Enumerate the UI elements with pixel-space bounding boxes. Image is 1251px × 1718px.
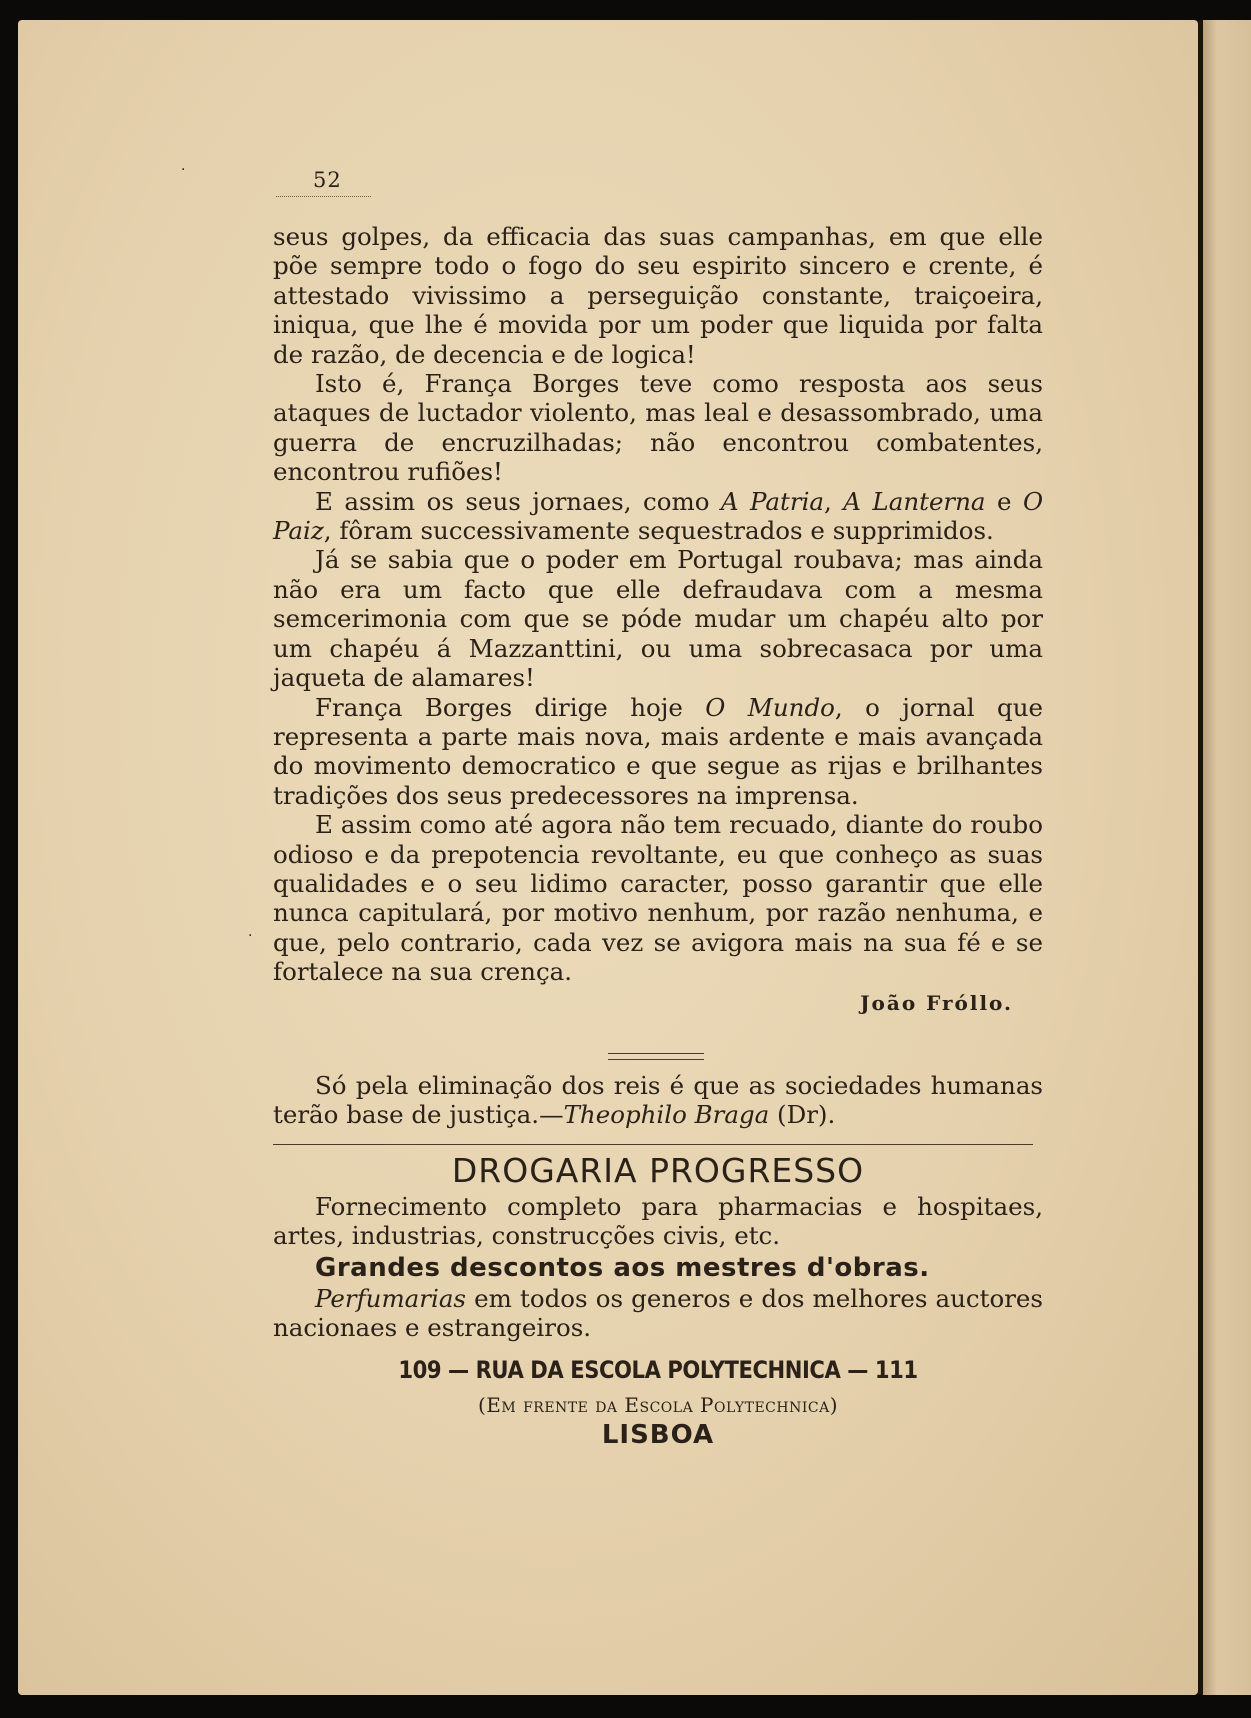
italic-title: O Paiz — [273, 486, 1044, 546]
paragraph-text: e — [985, 486, 1023, 516]
paragraph-text: E assim os seus jornaes, como — [315, 486, 721, 516]
paragraph — [273, 222, 1043, 369]
italic-title: O Mundo — [705, 692, 835, 722]
quote-text: Só pela eliminação dos reis é que as sociedades humanas terão base de justiça.— — [273, 1071, 1043, 1130]
advert-title: DROGARIA PROGRESSO — [451, 1151, 865, 1190]
page-number: 52 — [313, 168, 342, 192]
paragraph — [273, 369, 1043, 487]
paragraph — [273, 487, 1043, 546]
paragraph — [273, 693, 1043, 811]
paragraph-text: Isto é, França Borges teve como resposta aos seus ataques de luctador violento, mas leal e desassombrado, uma guerra de encruzilhadas; não encontrou combatentes, encontrou rufiões! — [273, 369, 1043, 487]
quote-author: Theophilo Braga — [563, 1100, 770, 1130]
advert-city: LISBOA — [601, 1420, 715, 1450]
advert-bold-line: Grandes descontos aos mestres d'obras. — [315, 1253, 930, 1283]
advertisement — [273, 1150, 1043, 1450]
paragraph-text: Já se sabia que o poder em Portugal roubava; mas ainda não era um facto que elle defraudava com a mesma semcerimonia com que se póde mudar um chapéu alto por um chapéu á Mazzanttini, ou uma sobrecasaca por uma jaqueta de alamares! — [273, 545, 1043, 693]
advert-perfumarias-italic: Perfumarias — [315, 1284, 467, 1313]
advert-line: Fornecimento completo para pharmacias e hospitaes, artes, industrias, construcções civis, etc. — [273, 1192, 1043, 1250]
paragraph-text: França Borges dirige hoje — [315, 692, 706, 722]
advert-rule — [273, 1144, 1033, 1145]
italic-title: A Patria — [720, 486, 825, 516]
paragraph-text: seus golpes, da efficacia das suas campanhas, em que elle põe sempre todo o fogo do seu espirito sincero e crente, é attestado vivissimo a perseguição constante, traiçoeira, iniqua, que lhe é movida por um poder que liquida por falta de razão, de decencia e de logica! — [273, 222, 1043, 369]
print-speck: · — [181, 162, 186, 178]
italic-title: A Lanterna — [843, 486, 986, 516]
paragraph — [273, 545, 1043, 692]
section-divider — [608, 1053, 704, 1060]
quote-block — [273, 1071, 1043, 1130]
advert-perfumarias-rest: em todos os generos e dos melhores auctores nacionaes e estrangeiros. — [273, 1284, 1043, 1342]
paragraph — [273, 810, 1043, 986]
advert-perfumarias — [273, 1284, 1043, 1342]
paragraph-text: , fôram successivamente sequestrados e supprimidos. — [323, 516, 994, 546]
paragraph-text: , — [824, 486, 844, 516]
paragraph-text: E assim como até agora não tem recuado, diante do roubo odioso e da prepotencia revoltante, eu que conheço as suas qualidades e o seu lidimo caracter, posso garantir que elle nunca capitulará, por motivo nenhum, por razão nenhuma, e que, pelo contrario, cada vez se avigora mais na sua fé e se fortalece na sua crença. — [273, 810, 1043, 987]
quote-suffix: (Dr). — [769, 1100, 836, 1130]
page-number-rule — [276, 196, 371, 197]
adjacent-page-edge — [1203, 20, 1251, 1695]
paragraph-text: , o jornal que representa a parte mais nova, mais ardente e mais avançada do movimento democratico e que segue as rijas e brilhantes tradições dos seus predecessores na imprensa. — [273, 692, 1043, 810]
advert-address-note: (Em frente da Escola Polytechnica) — [477, 1393, 839, 1417]
article-body — [273, 222, 1043, 1019]
print-speck: . — [248, 924, 253, 940]
advert-address: 109 — RUA DA ESCOLA POLYTECHNICA — 111 — [398, 1356, 918, 1384]
author-signature: João Fróllo. — [860, 990, 1013, 1015]
